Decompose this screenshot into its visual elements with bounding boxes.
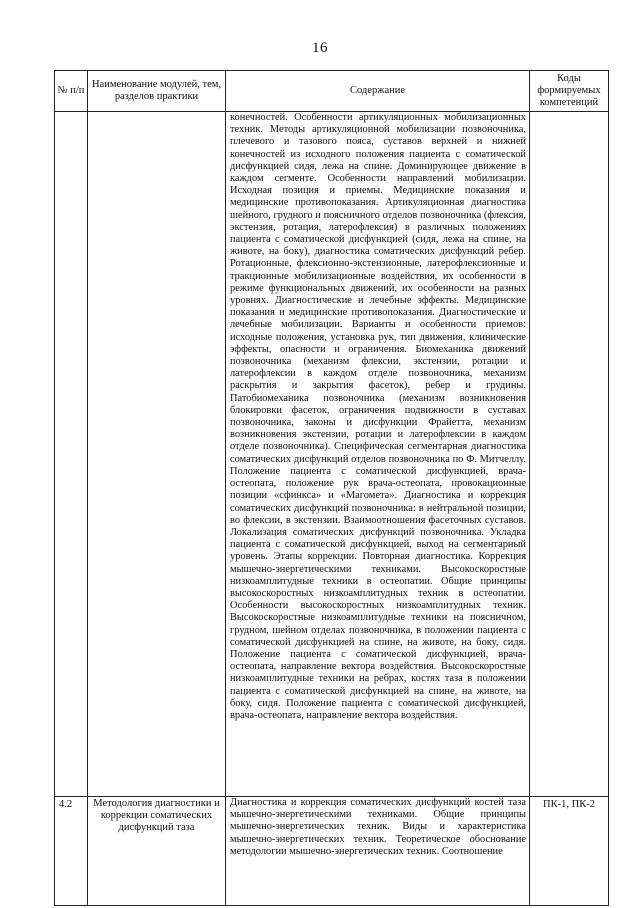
- header-name: Наименование модулей, тем, разделов практики: [88, 71, 226, 112]
- row-content-cell: конечностей. Особенности артикуляционных мобилизационных техник. Методы артикуляционной мобилизации позвоночника, плечевого и тазового пояса, суставов верхней и нижней конечностей из исходного положения пациента с соматической дисфункцией сидя, лежа на спине. Доминирующее движение в каждом сегменте. Особенности направлений мобилизации. Исходная позиция и приемы. Медицинские показания и медицинские противопоказания. Артикуляционная диагностика шейного, грудного и поясничного отделов позвоночника (флексия, экстензия, ротация, латерофлексия) в различных положениях пациента с соматической дисфункцией (сидя, лежа на спине, на животе, на боку), диагностика соматических дисфункций ребер. Ротационные, флексионно-экстензионные, латерофлексионные и тракционные мобилизационные воздействия, их особенности в режиме функциональных движений, их особенности на разных уровнях. Диагностические и лечебные эффекты. Медицинские показания и медицинские противопоказания. Диагностические и лечебные мобилизации. Варианты и особенности приемов: исходные положения, установка рук, тип движения, клинические эффекты, опасности и ограничения. Биомеханика движений позвоночника (механизм флексии, экстензии, ротации и латерофлексии в каждом отделе позвоночника, механизм раскрытия и закрытия фасеток), ребер и грудины. Патобиомеханика позвоночника (механизм возникновения блокировки фасеток, ограничения подвижности в суставах позвоночника, законы и дисфункции Фрайетта, механизм возникновения экстензии, ротации и латерофлексии в каждом отделе позвоночника). Специфическая сегментарная диагностика соматических дисфункций отделов позвоночника по Ф. Митчеллу. Положение пациента с соматической дисфункцией, врача-остеопата, положение рук врача-остеопата, провокационные позиции «сфинкса» и «Магомета». Диагностика и коррекция соматических дисфункций позвоночника: в нейтральной позиции, во флексии, в экстензии. Взаимоотношения фасеточных суставов. Локализация соматических дисфункций позвоночника. Укладка пациента с соматической дисфункцией, выход на сегментарный уровень. Этапы коррекции. Повторная диагностика. Коррекция мышечно-энергетическими техниками. Высокоскоростные низкоамплитудные техники в остеопатии. Общие принципы высокоскоростных низкоамплитудных техник в остеопатии. Особенности высокоскоростных низкоамплитудных техник. Высокоскоростные низкоамплитудные техники на поясничном, грудном, шейном отделах позвоночника, в положении пациента с соматической дисфункцией на спине, на животе, на боку, сидя. Положение пациента с соматической дисфункцией, врача-остеопата, направление вектора воздействия. Высокоскоростные низкоамплитудные техники на ребрах, костях таза в положении пациента с соматической дисфункцией на спине, на животе, на боку, сидя. Положение пациента с соматической дисфункцией, врача-остеопата, направление вектора воздействия.: [226, 112, 530, 797]
- curriculum-table: [54, 70, 609, 906]
- header-codes: Коды формируемых компетенций: [530, 71, 609, 112]
- row-num-cell: 4.2: [55, 797, 88, 906]
- row-codes-cell: [530, 112, 609, 797]
- header-num: № п/п: [55, 71, 88, 112]
- row-content-cell: Диагностика и коррекция соматических дисфункций костей таза мышечно-энергетическими техниками. Общие принципы мышечно-энергетических техник. Виды и характеристика мышечно-энергетических техник. Теоретическое обоснование методологии мышечно-энергетических техник. Соотношение: [226, 797, 530, 906]
- row-name-cell: [88, 112, 226, 797]
- row-name-cell: Методология диагностики и коррекции соматических дисфункций таза: [88, 797, 226, 906]
- header-content: Содержание: [226, 71, 530, 112]
- table-header-row: [55, 71, 609, 112]
- table-row: [55, 797, 609, 906]
- row-codes-cell: ПК-1, ПК-2: [530, 797, 609, 906]
- page-number: 16: [312, 40, 328, 56]
- row-num-cell: [55, 112, 88, 797]
- table-row: [55, 112, 609, 797]
